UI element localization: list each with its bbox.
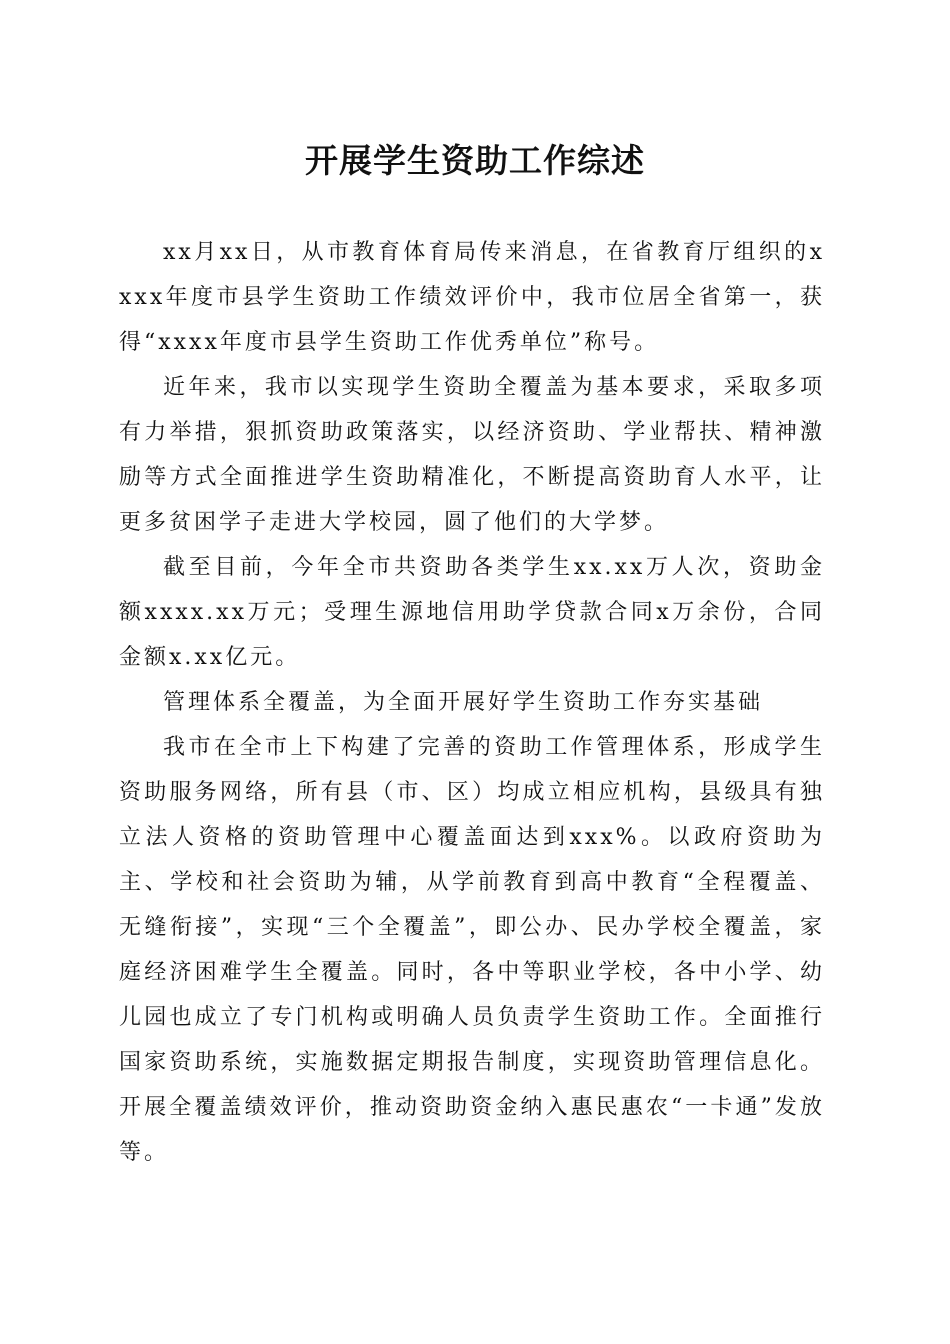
document-title: 开展学生资助工作综述 xyxy=(305,141,645,180)
paragraph-management-system: 我市在全市上下构建了完善的资助工作管理体系，形成学生资助服务网络，所有县（市、区）均成立相应机构，县级具有独立法人资格的资助管理中心覆盖面达到xxx%。以政府资助为主、学校和社会资助为辅，从学前教育到高中教育“全程覆盖、无缝衔接”，实现“三个全覆盖”，即公办、民办学校全覆盖，家庭经济困难学生全覆盖。同时，各中等职业学校，各中小学、幼儿园也成立了专门机构或明确人员负责学生资助工作。全面推行国家资助系统，实施数据定期报告制度，实现资助管理信息化。开展全覆盖绩效评价，推动资助资金纳入惠民惠农“一卡通”发放等。 xyxy=(119,735,825,1165)
paragraph-section-heading: 管理体系全覆盖，为全面开展好学生资助工作夯实基础 xyxy=(163,690,764,715)
paragraph-recent-years: 近年来，我市以实现学生资助全覆盖为基本要求，采取多项有力举措，狠抓资助政策落实，以经济资助、学业帮扶、精神激励等方式全面推进学生资助精准化，不断提高资助育人水平，让更多贫困学子走进大学校园，圆了他们的大学梦。 xyxy=(119,375,825,535)
paragraph-statistics: 截至目前，今年全市共资助各类学生xx.xx万人次，资助金额xxxx.xx万元；受理生源地信用助学贷款合同x万余份，合同金额x.xx亿元。 xyxy=(119,555,825,670)
paragraph-award-news: xx月xx日，从市教育体育局传来消息，在省教育厅组织的xxxx年度市县学生资助工作绩效评价中，我市位居全省第一，获得“xxxx年度市县学生资助工作优秀单位”称号。 xyxy=(119,240,825,355)
document-body xyxy=(119,230,825,1175)
